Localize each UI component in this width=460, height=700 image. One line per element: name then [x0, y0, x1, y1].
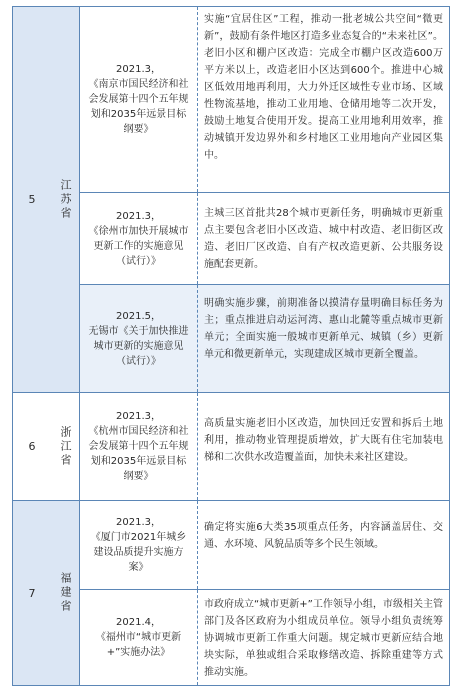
policy-entry [79, 284, 449, 392]
policy-content: 实施“宜居住区”工程，推动一批老城公共空间“微更新”，鼓励有条件地区打造多业态复合的“未来社区”。老旧小区和棚户区改造：完成全市棚户区改造600万平方米以上，改造老旧小区达到600个。推进中心城区低效用地再利用，大力外迁区域性专业市场、区域性物流基地，推动工业用地、仓储用地等二次开发，鼓励土地复合使用开发。提高工业用地利用效率，推动城镇开发边界外和乡村地区工业用地向产业园区集中。 [204, 14, 443, 161]
province-name: 江苏省 [59, 178, 72, 221]
policy-date: 2021.3， [116, 210, 161, 222]
province-name: 浙江省 [59, 425, 72, 468]
province-cell [51, 501, 79, 685]
policy-entry [79, 501, 449, 589]
policy-table [12, 6, 450, 686]
province-cell [51, 393, 79, 500]
policy-document-cell [80, 393, 198, 500]
policy-document-cell [80, 7, 198, 192]
policy-date: 2021.5， [116, 310, 161, 322]
policy-document-cell [80, 285, 198, 392]
policy-date: 2021.3， [116, 517, 161, 528]
policy-document-title: 《南京市国民经济和社会发展第十四个五年规划和2035年远景目标纲要》 [88, 79, 189, 135]
row-number: 5 [28, 193, 36, 206]
table-row [13, 7, 449, 392]
policy-entry [79, 589, 449, 685]
policy-document-cell [80, 501, 198, 589]
policy-document-title: 《杭州市国民经济和社会发展第十四个五年规划和2035年远景目标纲要》 [88, 426, 189, 482]
table-row [13, 392, 449, 500]
policy-entry [79, 393, 449, 500]
province-cell [51, 7, 79, 392]
policy-date: 2021.3， [116, 411, 161, 422]
policy-content: 主城三区首批共28个城市更新任务，明确城市更新重点主要包含老旧小区改造、城中村改造、老旧街区改造、老旧厂区改造、自有产权改造更新、公共服务设施配套更新。 [204, 208, 443, 270]
policy-content: 市政府成立“城市更新+”工作领导小组，市级相关主管部门及各区政府为小组成员单位。领导小组负责统筹协调城市更新工作重大问题。规定城市更新应结合地块实际，单独或组合采取修缮改造、拆除重建等方式推动实施。 [204, 599, 443, 678]
policy-entry [79, 7, 449, 192]
policy-document-title: 《厦门市2021年城乡建设品质提升实施方案》 [90, 532, 187, 573]
table-row [13, 500, 449, 685]
row-number: 7 [28, 586, 36, 600]
policy-document-title: 无锡市《关于加快推进城市更新的实施意见（试行）》 [88, 325, 189, 367]
row-number: 6 [28, 440, 36, 453]
policy-content: 明确实施步骤，前期准备以摸清存量明确目标任务为主；重点推进启动运河湾、惠山北麓等重点城市更新单元；全面实施一般城市更新单元、城镇（乡）更新单元和微更新单元，实现建成区城市更新全覆盖。 [204, 298, 443, 360]
province-name: 福建省 [59, 572, 72, 614]
policy-date: 2021.3， [116, 64, 161, 75]
policy-entry [79, 192, 449, 284]
policy-document-title: 《福州市“城市更新+”实施办法》 [95, 632, 182, 658]
policy-document-cell [80, 193, 198, 284]
policy-content: 高质量实施老旧小区改造，加快回迁安置和拆后土地利用，推动物业管理提质增效，扩大既有住宅加装电梯和二次供水改造覆盖面，加快未来社区建设。 [204, 418, 443, 463]
policy-document-title: 《徐州市加快开展城市更新工作的实施意见（试行）》 [88, 225, 189, 267]
policy-document-cell [80, 590, 198, 685]
policy-content: 确定将实施6大类35项重点任务，内容涵盖居住、交通、水环境、风貌品质等多个民生领域。 [204, 522, 443, 550]
policy-date: 2021.4， [116, 617, 161, 628]
